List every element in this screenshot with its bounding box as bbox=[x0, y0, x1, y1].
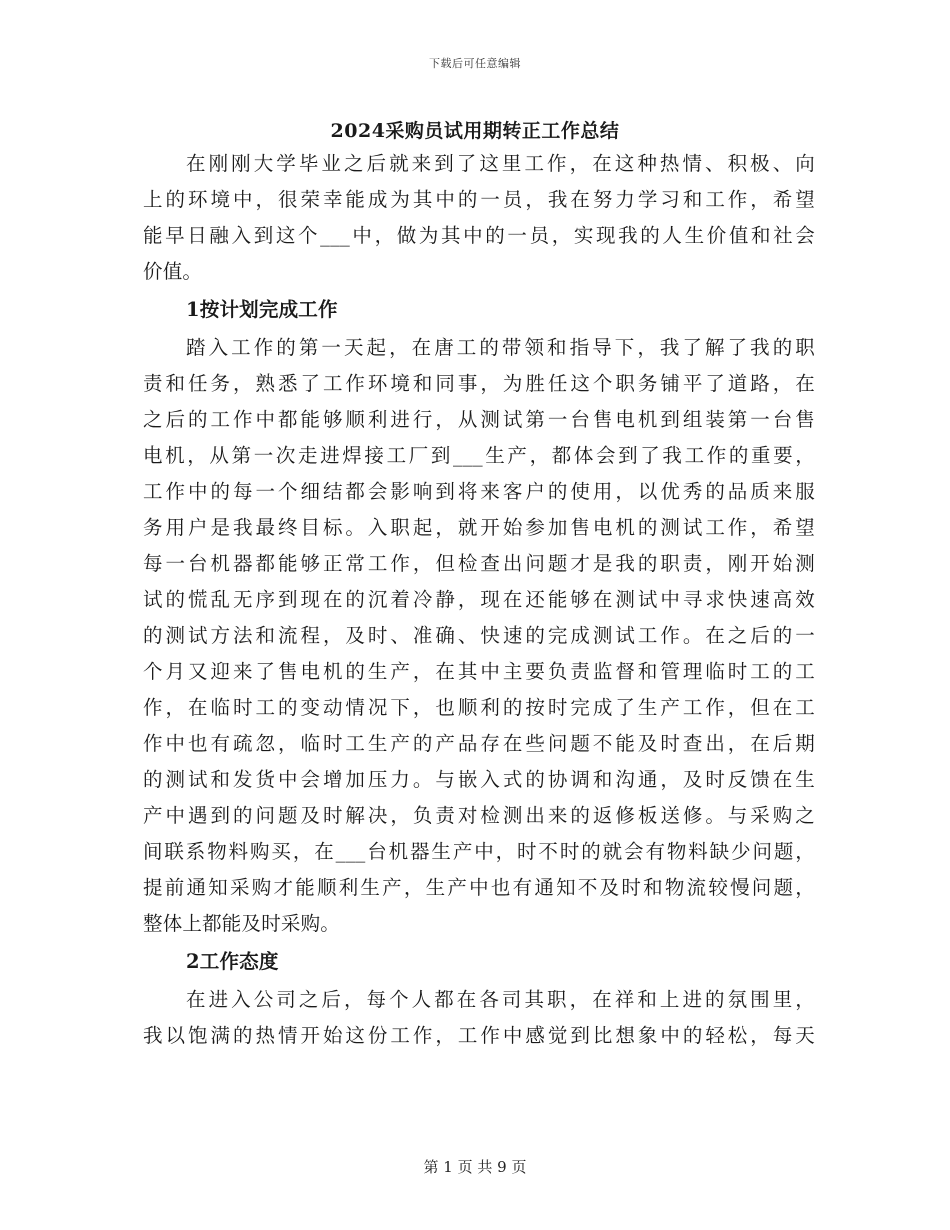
paragraph-line: 的测试和发货中会增加压力。与嵌入式的协调和沟通，及时反馈在生 bbox=[143, 768, 815, 791]
paragraph-line: 踏入工作的第一天起，在唐工的带领和指导下，我了解了我的职 bbox=[186, 336, 815, 359]
paragraph-line: 电机，从第一次走进焊接工厂到___生产，都体会到了我工作的重要， bbox=[143, 444, 815, 467]
paragraph-line: 间联系物料购买，在___台机器生产中，时不时的就会有物料缺少问题， bbox=[143, 840, 815, 863]
paragraph-line: 我以饱满的热情开始这份工作，工作中感觉到比想象中的轻松，每天 bbox=[143, 1024, 815, 1047]
section-heading-attitude: 2工作态度 bbox=[186, 950, 279, 973]
paragraph-line: 上的环境中，很荣幸能成为其中的一员，我在努力学习和工作，希望 bbox=[143, 188, 815, 211]
paragraph-line: 之后的工作中都能够顺利进行，从测试第一台售电机到组装第一台售 bbox=[143, 408, 815, 431]
paragraph-line: 能早日融入到这个___中，做为其中的一员，实现我的人生价值和社会 bbox=[143, 224, 815, 247]
paragraph-line: 工作中的每一个细结都会影响到将来客户的使用，以优秀的品质来服 bbox=[143, 480, 815, 503]
paragraph-line: 作，在临时工的变动情况下，也顺利的按时完成了生产工作，但在工 bbox=[143, 696, 815, 719]
page-number-footer: 第 1 页 共 9 页 bbox=[423, 1158, 527, 1176]
paragraph-line: 产中遇到的问题及时解决，负责对检测出来的返修板送修。与采购之 bbox=[143, 804, 815, 827]
paragraph-line: 每一台机器都能够正常工作，但检查出问题才是我的职责，刚开始测 bbox=[143, 552, 815, 575]
paragraph-line: 价值。 bbox=[143, 260, 203, 283]
paragraph-line: 提前通知采购才能顺利生产，生产中也有通知不及时和物流较慢问题， bbox=[143, 876, 815, 899]
paragraph-line: 在进入公司之后，每个人都在各司其职，在祥和上进的氛围里， bbox=[186, 988, 815, 1011]
document-title: 2024采购员试用期转正工作总结 bbox=[330, 120, 620, 142]
paragraph-line: 在刚刚大学毕业之后就来到了这里工作，在这种热情、积极、向 bbox=[186, 152, 815, 175]
section-heading-plan: 1按计划完成工作 bbox=[186, 298, 338, 321]
document-body bbox=[143, 146, 815, 1054]
paragraph-line: 整体上都能及时采购。 bbox=[143, 912, 341, 935]
paragraph-line: 责和任务，熟悉了工作环境和同事，为胜任这个职务铺平了道路，在 bbox=[143, 372, 815, 395]
paragraph-line: 个月又迎来了售电机的生产，在其中主要负责监督和管理临时工的工 bbox=[143, 660, 815, 683]
paragraph-line: 试的慌乱无序到现在的沉着冷静，现在还能够在测试中寻求快速高效 bbox=[143, 588, 815, 611]
paragraph-line: 的测试方法和流程，及时、准确、快速的完成测试工作。在之后的一 bbox=[143, 624, 815, 647]
page-header-note: 下载后可任意编辑 bbox=[429, 57, 521, 70]
paragraph-line: 务用户是我最终目标。入职起，就开始参加售电机的测试工作，希望 bbox=[143, 516, 815, 539]
paragraph-line: 作中也有疏忽，临时工生产的产品存在些问题不能及时查出，在后期 bbox=[143, 732, 815, 755]
